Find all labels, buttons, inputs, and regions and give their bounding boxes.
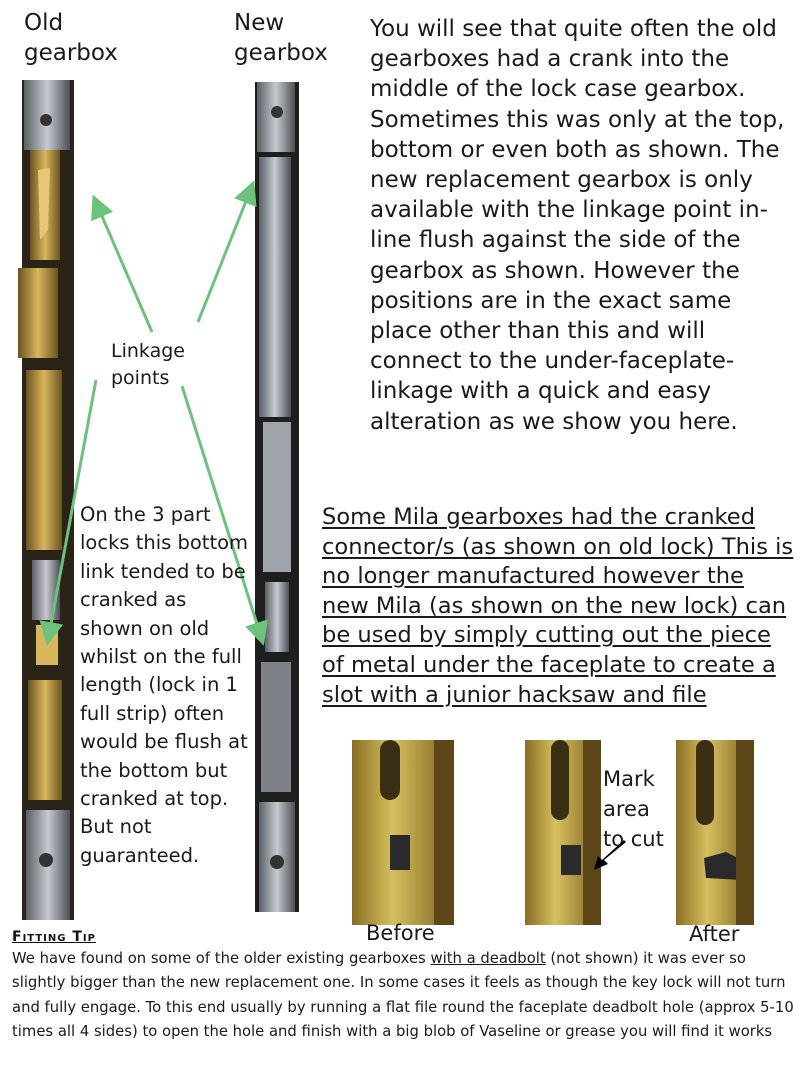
mila-paragraph: Some Mila gearboxes had the cranked connector/s (as shown on old lock) This is no longer manufactured however the new Mila (as shown on the new lock) can be used by simply cutting out the piece of metal under the faceplate to create a slot with a junior hacksaw and file [322, 504, 794, 708]
arrow-old-top [95, 200, 152, 332]
side-caption: On the 3 part locks this bottom link tended to be cranked as shown on old whilst on the full length (lock in 1 full strip) often would be flush at the bottom but cranked at top. But not guaranteed. [80, 503, 249, 867]
fitting-tip-title: Fitting Tip [12, 929, 96, 945]
before-caption: Before [366, 921, 435, 945]
linkage-points-label: Linkage points [111, 340, 185, 389]
after-caption: After [689, 922, 740, 946]
arrow-new-top [198, 186, 252, 322]
before-photo [352, 740, 454, 925]
mark-arrow-icon [590, 838, 630, 874]
new-gearbox-heading: New gearbox [234, 10, 328, 66]
mark-area-label: Mark area to cut [603, 767, 664, 851]
main-paragraph: You will see that quite often the old gearboxes had a crank into the middle of the lock case gearbox. Sometimes this was only at the top, bottom or even both as shown. The new replacement gearbox is only available with the linkage point in-line flush against the side of the gearbox as shown. However the positions are in the exact same place other than this and will connect to the under-faceplate- linkage with a quick and easy alteration as we show you here. [370, 16, 785, 435]
after-photo [676, 740, 754, 925]
fitting-tip-body: We have found on some of the older existing gearboxes with a deadbolt (not shown) it was ever so slightly bigger than the new replacement one. In some cases it feels as though the key lock will not turn and fully engage. To this end usually by running a flat file round the faceplate deadbolt hole (approx 5-10 times all 4 sides) to open the hole and finish with a big blob of Vaseline or grease you will find it works [12, 950, 794, 1041]
mark-area-photo [525, 740, 601, 925]
old-gearbox-heading: Old gearbox [24, 10, 118, 66]
